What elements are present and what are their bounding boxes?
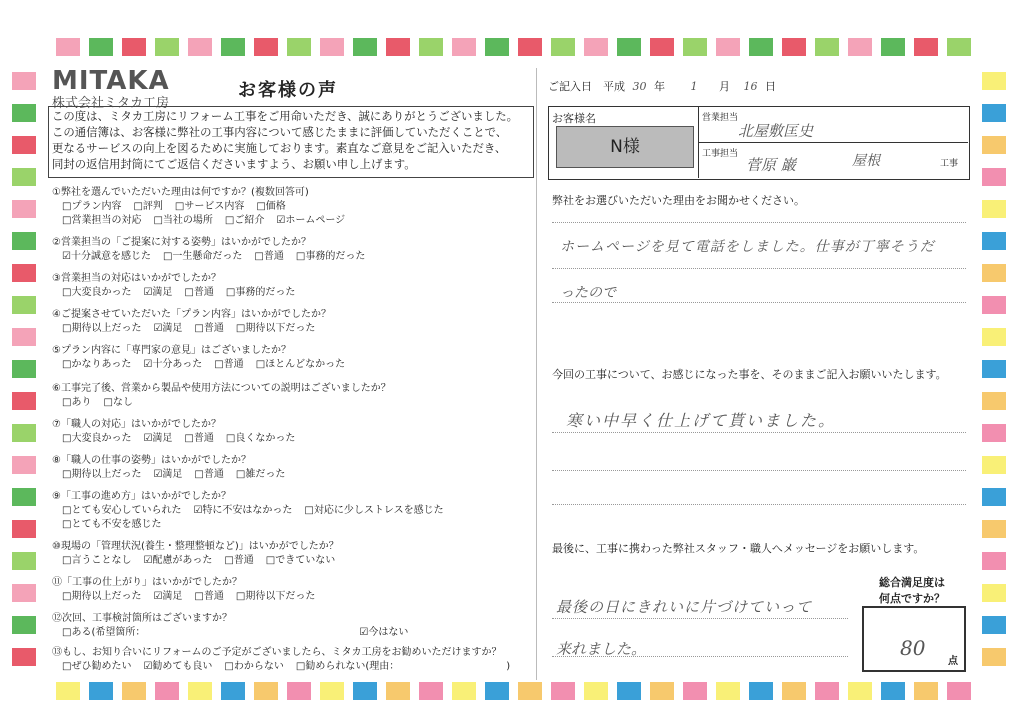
options-row — [52, 432, 307, 446]
border-square — [848, 682, 872, 700]
border-square — [254, 682, 278, 700]
border-square — [12, 648, 36, 666]
border-square — [584, 38, 608, 56]
option-checkbox[interactable]: □一生懸命だった — [162, 251, 243, 262]
border-square — [982, 328, 1006, 346]
border-square — [982, 424, 1006, 442]
option-checkbox[interactable]: □ご紹介 — [224, 215, 265, 226]
question-text: ⑨「工事の進め方」はいかがでしたか？ — [52, 491, 231, 502]
options-row — [52, 250, 377, 264]
border-square — [650, 38, 674, 56]
question-block — [52, 236, 377, 264]
option-checkbox[interactable]: □対応に少しストレスを感じた — [304, 505, 444, 516]
question-block — [52, 612, 420, 640]
answer-line — [552, 618, 848, 619]
border-square — [518, 682, 542, 700]
sales-name: 北屋敷匡史 — [738, 122, 814, 140]
answer-line — [552, 470, 966, 471]
answer-line — [552, 432, 966, 433]
border-square — [982, 136, 1006, 154]
option-checkbox[interactable]: □期待以上だった — [62, 591, 142, 602]
border-square — [982, 552, 1006, 570]
border-square — [12, 168, 36, 186]
sales-label: 営業担当 — [702, 113, 739, 123]
border-square — [12, 72, 36, 90]
question-text: ①弊社を選んでいただいた理由は何ですか？(複数回答可) — [52, 187, 309, 198]
border-square — [12, 584, 36, 602]
option-checkbox[interactable]: □価格 — [256, 201, 286, 212]
border-square — [12, 552, 36, 570]
question-text: ⑥工事完了後、営業から製品や使用方法についての説明はございましたか？ — [52, 383, 391, 394]
date-year: 30 — [632, 80, 647, 93]
border-square — [982, 456, 1006, 474]
question-text: ⑧「職人の仕事の姿勢」はいかがでしたか？ — [52, 455, 251, 466]
question-text: ③営業担当の対応はいかがでしたか？ — [52, 273, 221, 284]
border-square — [749, 38, 773, 56]
date-month-label: 月 — [719, 80, 730, 93]
border-square — [386, 38, 410, 56]
option-checkbox[interactable]: □サービス内容 — [174, 201, 245, 212]
border-square — [982, 392, 1006, 410]
option-checkbox[interactable]: □期待以上だった — [62, 323, 142, 334]
border-square — [881, 682, 905, 700]
border-square — [419, 682, 443, 700]
border-square — [848, 38, 872, 56]
option-checkbox[interactable]: □ほとんどなかった — [255, 359, 346, 370]
score-label-line: 総合満足度は — [879, 576, 945, 589]
option-checkbox[interactable]: ☑満足 — [153, 323, 183, 334]
date-label: ご記入日 平成 — [548, 80, 625, 93]
border-square — [947, 682, 971, 700]
border-square — [320, 38, 344, 56]
question-block — [52, 308, 331, 336]
option-checkbox[interactable]: ☑今はない — [359, 627, 409, 638]
border-square — [982, 104, 1006, 122]
border-square — [982, 232, 1006, 250]
score-label — [872, 574, 952, 606]
score-label-line: 何点ですか？ — [879, 592, 945, 605]
border-square — [947, 38, 971, 56]
border-square — [982, 200, 1006, 218]
date-year-label: 年 — [654, 80, 665, 93]
border-square — [155, 38, 179, 56]
border-square — [881, 38, 905, 56]
border-square — [584, 682, 608, 700]
intro-line: この通信簿は、お客様に弊社の工事内容について感じたままに評価していただくことで、 — [52, 125, 508, 139]
border-square — [12, 424, 36, 442]
score-unit: 点 — [948, 656, 958, 667]
question-block — [52, 540, 347, 568]
option-checkbox[interactable]: □かなりあった — [62, 359, 132, 370]
option-checkbox[interactable]: □期待以上だった — [62, 469, 142, 480]
intro-line: この度は、ミタカ工房にリフォーム工事をご用命いただき、誠にありがとうございました。 — [52, 109, 518, 123]
question-text: ⑫次回、工事検討箇所はございますか？ — [52, 613, 232, 624]
border-square — [12, 200, 36, 218]
answer-reason-line1: ホームページを見て電話をしました。仕事が丁寧そうだ — [560, 239, 935, 255]
border-square — [89, 38, 113, 56]
answer-line — [552, 302, 966, 303]
work-suffix: 工事 — [940, 159, 959, 169]
answer-message-line1: 最後の日にきれいに片づけていって — [556, 598, 813, 616]
border-square — [982, 72, 1006, 90]
border-square — [982, 616, 1006, 634]
option-checkbox[interactable]: □期待以下だった — [235, 323, 316, 334]
date-day: 16 — [743, 80, 758, 93]
border-square — [56, 682, 80, 700]
question-text: ⑪「工事の仕上がり」はいかがでしたか？ — [52, 577, 242, 588]
option-checkbox[interactable]: ☑ホームページ — [276, 215, 346, 226]
answer-message-line2: 来れました。 — [556, 640, 647, 658]
border-square — [982, 648, 1006, 666]
option-checkbox[interactable]: □期待以下だった — [235, 591, 316, 602]
company-logo — [52, 66, 170, 111]
option-checkbox[interactable]: ☑満足 — [153, 591, 183, 602]
border-square — [485, 682, 509, 700]
border-square — [782, 682, 806, 700]
date-row — [548, 78, 776, 94]
option-checkbox[interactable]: ☑満足 — [143, 433, 173, 444]
answer-line — [552, 222, 966, 223]
option-checkbox[interactable]: □普通 — [224, 555, 254, 566]
option-checkbox[interactable]: □大変良かった — [62, 433, 132, 444]
work-name: 菅原 巌 — [746, 156, 796, 174]
option-checkbox[interactable]: ☑十分誠意を感じた — [62, 251, 151, 262]
border-square — [982, 488, 1006, 506]
border-square — [914, 682, 938, 700]
border-square — [320, 682, 344, 700]
option-checkbox[interactable]: ☑満足 — [153, 469, 183, 480]
option-checkbox[interactable]: □できていない — [265, 555, 336, 566]
border-square — [982, 584, 1006, 602]
options-row — [52, 214, 357, 228]
border-square — [353, 682, 377, 700]
border-square — [353, 38, 377, 56]
option-checkbox[interactable]: □雑だった — [235, 469, 286, 480]
customer-label: お客様名 — [552, 112, 596, 125]
logo-text: MITAKA — [52, 66, 170, 96]
question-message: 最後に、工事に携わった弊社スタッフ・職人へメッセージをお願いします。 — [552, 542, 925, 555]
option-checkbox[interactable]: □普通 — [194, 591, 224, 602]
border-square — [122, 38, 146, 56]
option-checkbox[interactable]: □当社の場所 — [153, 215, 213, 226]
border-square — [12, 456, 36, 474]
option-checkbox[interactable]: □言うことなし — [62, 555, 132, 566]
border-square — [386, 682, 410, 700]
border-square — [12, 296, 36, 314]
answer-line — [552, 268, 966, 269]
border-square — [551, 682, 575, 700]
option-checkbox[interactable]: □ある(希望箇所： — [62, 627, 146, 638]
option-checkbox[interactable]: □普通 — [194, 323, 224, 334]
border-square — [982, 168, 1006, 186]
border-square — [749, 682, 773, 700]
option-checkbox[interactable]: □普通 — [184, 433, 214, 444]
question-text: ④ご提案させていただいた「プラン内容」はいかがでしたか？ — [52, 309, 331, 320]
border-square — [12, 264, 36, 282]
option-checkbox[interactable]: □勧められない(理由： — [295, 661, 395, 672]
work-label: 工事担当 — [702, 149, 739, 159]
border-square — [89, 682, 113, 700]
options-row — [52, 468, 297, 482]
page-title: お客様の声 — [238, 80, 338, 101]
option-checkbox[interactable]: □なし — [103, 397, 133, 408]
work-type: 屋根 — [852, 153, 880, 169]
option-checkbox[interactable]: □普通 — [194, 469, 224, 480]
options-row — [52, 200, 357, 214]
border-square — [56, 38, 80, 56]
border-square — [12, 232, 36, 250]
border-square — [452, 38, 476, 56]
border-square — [287, 38, 311, 56]
border-square — [254, 38, 278, 56]
border-square — [650, 682, 674, 700]
question-block — [52, 344, 357, 372]
options-row — [52, 626, 420, 640]
date-day-label: 日 — [765, 80, 776, 93]
border-square — [122, 682, 146, 700]
option-checkbox[interactable]: □とても不安を感じた — [62, 519, 162, 530]
border-square — [716, 38, 740, 56]
border-square — [683, 682, 707, 700]
option-checkbox[interactable]: ☑特に不安はなかった — [193, 505, 293, 516]
border-square — [419, 38, 443, 56]
options-row — [52, 322, 331, 336]
options-row — [52, 518, 456, 532]
question-block — [52, 576, 327, 604]
option-checkbox[interactable]: ☑十分あった — [143, 359, 203, 370]
date-month: 1 — [690, 80, 698, 93]
intro-text — [52, 108, 532, 172]
company-name: 株式会社ミタカ工房 — [52, 96, 170, 111]
question-block — [52, 646, 522, 674]
option-checkbox[interactable]: □評判 — [133, 201, 163, 212]
border-square — [12, 104, 36, 122]
options-row — [52, 660, 522, 674]
intro-line: 更なるサービスの向上を図るために実施しております。素直なご意見をご記入いただき、 — [52, 141, 507, 155]
options-row — [52, 504, 456, 518]
option-checkbox[interactable]: □ぜひ勧めたい — [62, 661, 132, 672]
border-square — [155, 682, 179, 700]
option-checkbox[interactable]: ☑満足 — [143, 287, 173, 298]
question-text: ②営業担当の「ご提案に対する姿勢」はいかがでしたか？ — [52, 237, 311, 248]
border-square — [221, 682, 245, 700]
border-square — [12, 488, 36, 506]
option-checkbox[interactable]: □事務的だった — [225, 287, 296, 298]
question-block — [52, 186, 357, 228]
option-checkbox[interactable]: □普通 — [214, 359, 244, 370]
question-block — [52, 454, 297, 482]
question-block — [52, 272, 307, 300]
customer-name: N様 — [556, 126, 694, 168]
question-text: ⑩現場の「管理状況(養生・整理整頓など)」はいかがでしたか？ — [52, 541, 339, 552]
option-checkbox[interactable]: ☑勧めても良い — [143, 661, 213, 672]
answer-line — [552, 504, 966, 505]
border-square — [914, 38, 938, 56]
border-square — [551, 38, 575, 56]
option-checkbox[interactable]: ) — [506, 661, 511, 672]
answer-reason-line2: ったので — [560, 285, 616, 301]
option-checkbox[interactable]: □とても安心していられた — [62, 505, 182, 516]
border-square — [12, 616, 36, 634]
border-square — [683, 38, 707, 56]
table-divider — [698, 142, 968, 143]
question-block — [52, 418, 307, 446]
border-square — [982, 296, 1006, 314]
border-square — [815, 38, 839, 56]
question-block — [52, 382, 391, 410]
options-row — [52, 358, 357, 372]
border-square — [982, 264, 1006, 282]
border-square — [782, 38, 806, 56]
border-square — [617, 682, 641, 700]
option-checkbox[interactable]: □事務的だった — [295, 251, 366, 262]
border-square — [716, 682, 740, 700]
border-square — [12, 392, 36, 410]
option-checkbox[interactable]: □プラン内容 — [62, 201, 122, 212]
column-divider — [536, 68, 537, 680]
border-square — [12, 520, 36, 538]
option-checkbox[interactable]: □あり — [62, 397, 92, 408]
option-checkbox[interactable]: □良くなかった — [225, 433, 296, 444]
border-square — [452, 682, 476, 700]
border-square — [982, 360, 1006, 378]
options-row — [52, 286, 307, 300]
border-square — [617, 38, 641, 56]
question-text: ⑤プラン内容に「専門家の意見」はございましたか？ — [52, 345, 291, 356]
options-row — [52, 590, 327, 604]
option-checkbox[interactable]: □普通 — [184, 287, 214, 298]
border-square — [12, 328, 36, 346]
border-square — [221, 38, 245, 56]
option-checkbox[interactable]: □わからない — [224, 661, 284, 672]
score-value: 80 — [900, 636, 926, 660]
border-square — [287, 682, 311, 700]
option-checkbox[interactable]: ☑配慮があった — [143, 555, 213, 566]
question-block — [52, 490, 456, 532]
border-square — [188, 38, 212, 56]
question-reason: 弊社をお選びいただいた理由をお聞かせください。 — [552, 194, 805, 207]
question-text: ⑬もし、お知り合いにリフォームのご予定がございましたら、ミタカ工房をお勧めいただけますか？ — [52, 647, 502, 658]
option-checkbox[interactable]: □普通 — [254, 251, 284, 262]
border-square — [815, 682, 839, 700]
question-work: 今回の工事について、お感じになった事を、そのままご記入お願いいたします。 — [552, 368, 947, 381]
intro-line: 同封の返信用封筒にてご返信くださいますよう、お願い申し上げます。 — [52, 157, 416, 171]
border-square — [485, 38, 509, 56]
border-square — [12, 136, 36, 154]
border-square — [518, 38, 542, 56]
border-square — [188, 682, 212, 700]
option-checkbox[interactable]: □大変良かった — [62, 287, 132, 298]
options-row — [52, 554, 347, 568]
option-checkbox[interactable]: □営業担当の対応 — [62, 215, 142, 226]
border-square — [12, 360, 36, 378]
answer-work: 寒い中早く仕上げて貰いました。 — [566, 411, 837, 430]
border-square — [982, 520, 1006, 538]
options-row — [52, 396, 391, 410]
question-text: ⑦「職人の対応」はいかがでしたか？ — [52, 419, 221, 430]
